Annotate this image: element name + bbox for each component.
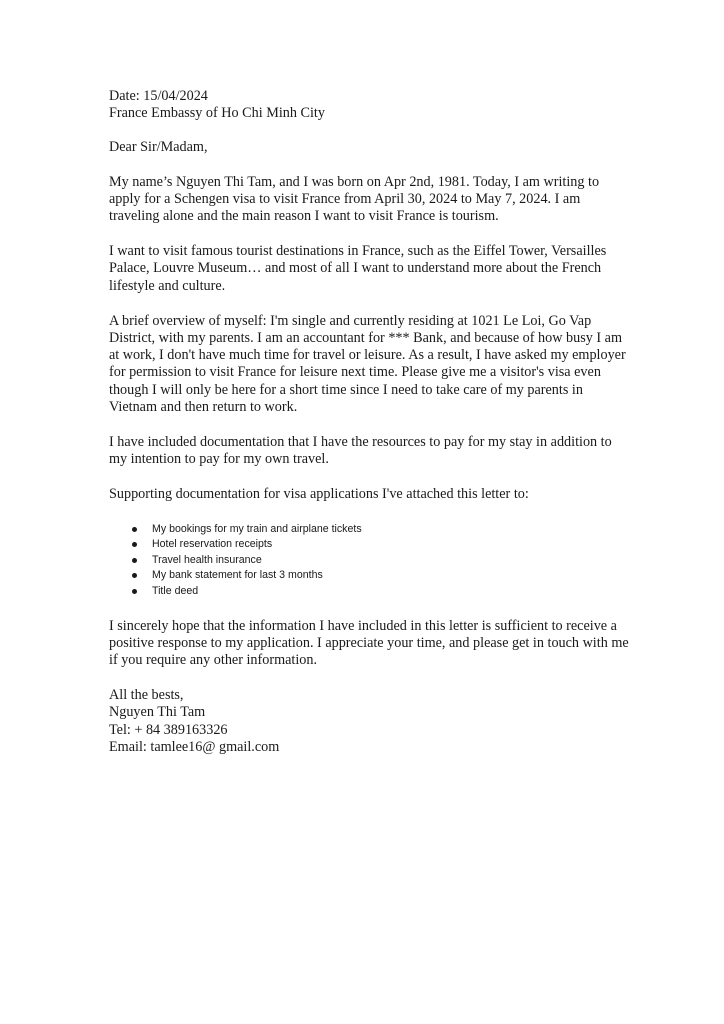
- paragraph-introduction: My name’s Nguyen Thi Tam, and I was born on Apr 2nd, 1981. Today, I am writing to apply for a Schengen visa to visit France from April 30, 2024 to May 7, 2024. I am traveling alone and the main reason I want to visit France is tourism.: [109, 173, 600, 225]
- list-item: Hotel reservation receipts: [132, 537, 629, 553]
- sender-phone: Tel: + 84 389163326: [109, 721, 228, 738]
- letter-body: [109, 88, 629, 756]
- list-item: Title deed: [132, 584, 629, 600]
- letter-recipient: France Embassy of Ho Chi Minh City: [109, 105, 325, 122]
- paragraph-finances: I have included documentation that I have the resources to pay for my stay in addition to my intention to pay for my own travel.: [109, 434, 612, 468]
- documents-list: [109, 522, 629, 600]
- paragraph-destinations: I want to visit famous tourist destinations in France, such as the Eiffel Tower, Versailles Palace, Louvre Museum… and most of all I want to understand more about the French lifestyle and culture.: [109, 243, 607, 294]
- bullet-icon: [132, 527, 137, 532]
- sign-off: All the bests,: [109, 687, 184, 704]
- paragraph-overview: A brief overview of myself: I'm single and currently residing at 1021 Le Loi, Go Vap District, with my parents. I am an accountant for *** Bank, and because of how busy I am at work, I don't have much time for travel or leisure. As a result, I have asked my employer for permission to visit France for leisure next time. Please give me a visitor's visa even though I will only be here for a short time since I need to take care of my parents in Vietnam and then return to work.: [109, 312, 626, 415]
- sender-email: Email: tamlee16@ gmail.com: [109, 738, 280, 755]
- bullet-icon: [132, 558, 137, 563]
- paragraph-closing: I sincerely hope that the information I have included in this letter is sufficient to receive a positive response to my application. I appreciate your time, and please get in touch with me if you require any other information.: [109, 617, 629, 669]
- letter-salutation: Dear Sir/Madam,: [109, 139, 208, 156]
- list-item: My bookings for my train and airplane tickets: [132, 522, 629, 538]
- list-item: Travel health insurance: [132, 553, 629, 569]
- bullet-icon: [132, 542, 137, 547]
- letter-date: Date: 15/04/2024: [109, 88, 208, 104]
- bullet-icon: [132, 573, 137, 578]
- bullet-icon: [132, 589, 137, 594]
- paragraph-supporting-docs: Supporting documentation for visa applications I've attached this letter to:: [109, 486, 529, 503]
- sender-name: Nguyen Thi Tam: [109, 704, 206, 721]
- list-item: My bank statement for last 3 months: [132, 568, 629, 584]
